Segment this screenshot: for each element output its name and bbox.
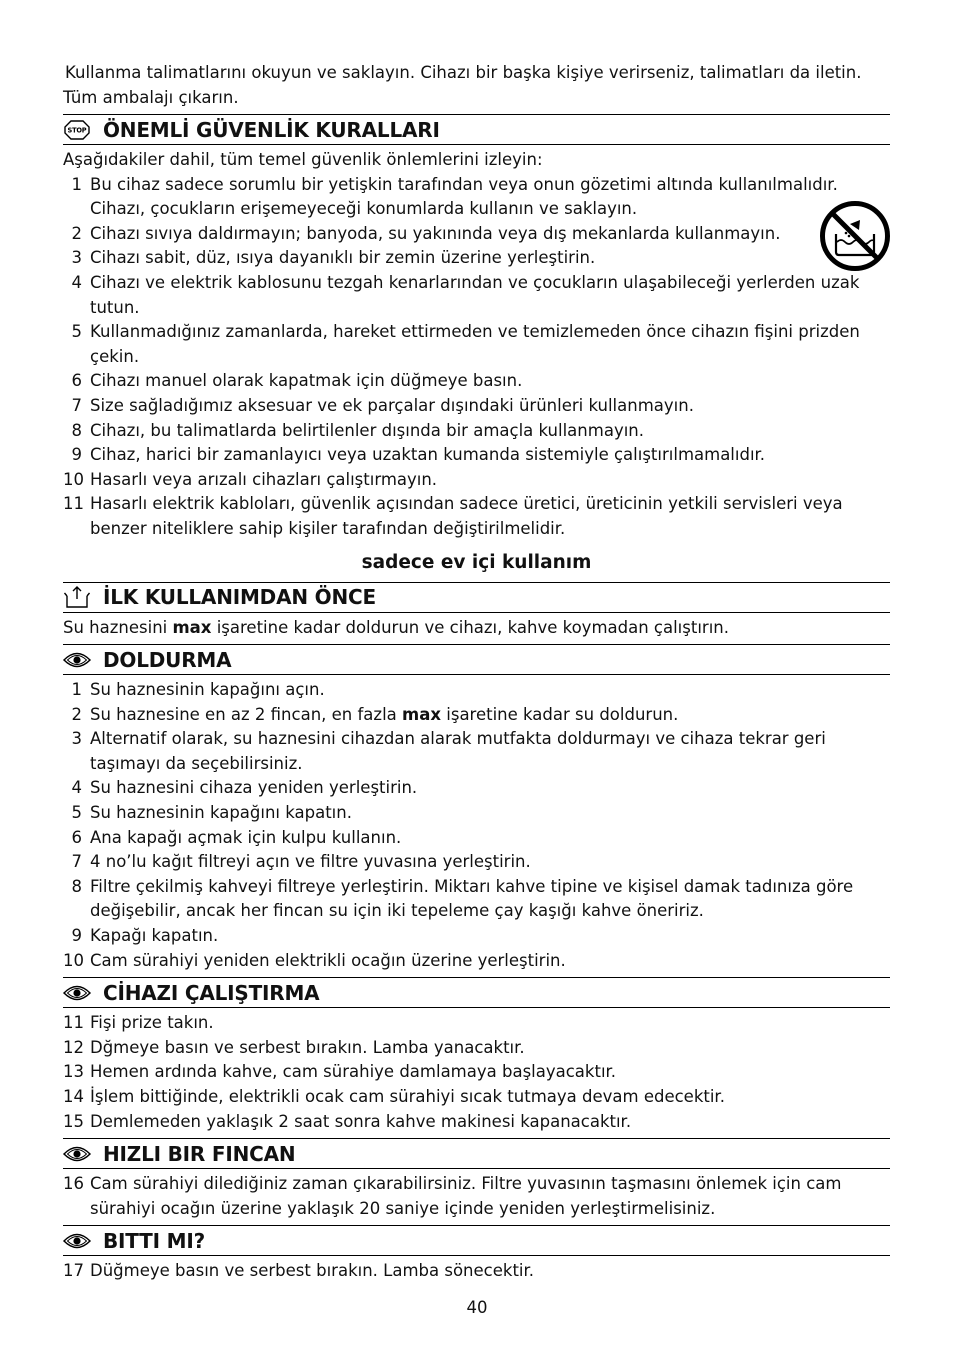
section-title: İLK KULLANIMDAN ÖNCE xyxy=(103,585,376,609)
intro xyxy=(63,60,890,110)
section-body-quick-cup xyxy=(63,1169,890,1225)
list-item: 6 Cihazı manuel olarak kapatmak için düğmeye basın. xyxy=(71,371,523,391)
list-item: 12 Dğmeye basın ve serbest bırakın. Lamba yanacaktır. xyxy=(63,1037,525,1057)
section-header-operating xyxy=(63,977,890,1008)
list-item: 11 Hasarlı elektrik kabloları, güvenlik açısından sadece üretici, üreticinin yetkili servisleri veya benzer niteliklere sahip kişiler tarafından değiştirilmelidir. xyxy=(63,494,843,538)
list-item: 14 İşlem bittiğinde, elektrikli ocak cam sürahiyi sıcak tutmaya devam edecektir. xyxy=(63,1087,725,1106)
list-item: 1 Bu cihaz sadece sorumlu bir yetişkin tarafından veya onun gözetimi altında kullanılmalıdır. Cihazı, çocukların erişemeyeceği konumlarda kullanın ve saklayın. xyxy=(71,174,838,219)
section-header-filling xyxy=(63,644,890,675)
list-item: 9 Kapağı kapatın. xyxy=(71,926,219,946)
list-item: 8 Filtre çekilmiş kahveyi filtreye yerleştirin. Miktarı kahve tipine ve kişisel damak tadınıza göre değişebilir, ancak her fincan su için iki tepeleme çay kaşığı kahve öneririz. xyxy=(71,876,854,921)
finished-list xyxy=(63,1259,890,1284)
list-item: 7 4 no’lu kağıt filtreyi açın ve filtre yuvasına yerleştirin. xyxy=(71,852,531,872)
list-item: 16 Cam sürahiyi dilediğiniz zaman çıkarabilirsiniz. Filtre yuvasının taşmasını önlemek için cam sürahiyi ocağın üzerine yaklaşık 20 saniye içinde yeniden yerleştirmelisiniz. xyxy=(63,1174,842,1218)
unpack-box-icon xyxy=(63,586,91,608)
list-item: 10 Cam sürahiyi yeniden elektrikli ocağın üzerine yerleştirin. xyxy=(63,950,566,970)
list-item: 2 Cihazı sıvıya daldırmayın; banyoda, su yakınında veya dış mekanlarda kullanmayın. xyxy=(71,223,781,243)
list-item: 13 Hemen ardında kahve, cam sürahiye damlamaya başlayacaktır. xyxy=(63,1062,617,1082)
list-item: 11 Fişi prize takın. xyxy=(63,1013,214,1033)
stop-icon xyxy=(63,119,91,141)
section-header-finished xyxy=(63,1225,890,1256)
section-body-before-first-use xyxy=(63,613,890,645)
list-item: 1 Su haznesinin kapağını açın. xyxy=(71,680,325,700)
list-item: 4 Cihazı ve elektrik kablosunu tezgah kenarlarından ve çocukların ulaşabileceği yerlerden uzak tutun. xyxy=(71,272,860,317)
list-item: 5 Kullanmadığınız zamanlarda, hareket ettirmeden ve temizlemeden önce cihazın fişini prizden çekin. xyxy=(71,322,860,366)
list-item: 9 Cihaz, harici bir zamanlayıcı veya uzaktan kumanda sistemiyle çalıştırılmamalıdır. xyxy=(71,445,766,465)
safety-list xyxy=(63,173,890,542)
eye-icon xyxy=(63,982,91,1004)
list-item: 8 Cihazı, bu talimatlarda belirtilenler dışında bir amaçla kullanmayın. xyxy=(71,420,644,440)
operating-list xyxy=(63,1011,890,1134)
list-item: 3 Alternatif olarak, su haznesini cihazdan alarak mutfakta doldurmayı ve cihaza tekrar geri taşımayı da seçebilirsiniz. xyxy=(71,729,826,773)
list-item: 4 Su haznesini cihaza yeniden yerleştirin. xyxy=(71,778,418,798)
eye-icon xyxy=(63,1143,91,1165)
eye-icon xyxy=(63,649,91,671)
section-header-before-first-use xyxy=(63,582,890,613)
list-item: 17 Düğmeye basın ve serbest bırakın. Lamba sönecektir. xyxy=(63,1261,535,1281)
section-header-safety xyxy=(63,114,890,145)
list-item: 2 Su haznesine en az 2 fincan, en fazla max işaretine kadar su doldurun. xyxy=(71,704,679,724)
list-item: 5 Su haznesinin kapağını kapatın. xyxy=(71,803,352,823)
list-item: 10 Hasarlı veya arızalı cihazları çalıştırmayın. xyxy=(63,469,438,489)
eye-icon xyxy=(63,1230,91,1252)
section-title: BITTI MI? xyxy=(103,1228,205,1253)
section-title: HIZLI BIR FINCAN xyxy=(103,1141,296,1166)
filling-list xyxy=(63,678,890,973)
quick-cup-list xyxy=(63,1172,890,1221)
list-item: 6 Ana kapağı açmak için kulpu kullanın. xyxy=(71,827,402,847)
section-title: CİHAZI ÇALIŞTIRMA xyxy=(103,980,320,1005)
list-item: 15 Demlemeden yaklaşık 2 saat sonra kahve makinesi kapanacaktır. xyxy=(63,1111,632,1131)
section-title: DOLDURMA xyxy=(103,647,232,672)
list-item: 3 Cihazı sabit, düz, ısıya dayanıklı bir zemin üzerine yerleştirin. xyxy=(71,248,596,268)
paragraph: Su haznesini max işaretine kadar doldurun ve cihazı, kahve koymadan çalıştırın. xyxy=(63,617,729,637)
list-item: 7 Size sağladığımız aksesuar ve ek parçalar dışındaki ürünleri kullanmayın. xyxy=(71,395,694,415)
instruction-page xyxy=(63,60,890,1288)
section-lead: Aşağıdakiler dahil, tüm temel güvenlik önlemlerini izleyin: xyxy=(63,150,543,169)
section-title: ÖNEMLİ GÜVENLİK KURALLARI xyxy=(103,117,440,142)
section-body-filling xyxy=(63,675,890,977)
section-body-operating xyxy=(63,1008,890,1138)
household-use-note: sadece ev içi kullanım xyxy=(361,551,592,573)
intro-line: Kullanma talimatlarını okuyun ve saklayın. Cihazı bir başka kişiye verirseniz, talimatları da iletin. xyxy=(65,63,862,82)
section-header-quick-cup xyxy=(63,1138,890,1169)
no-water-immersion-icon xyxy=(819,200,891,272)
section-body-finished xyxy=(63,1256,890,1288)
intro-line: Tüm ambalajı çıkarın. xyxy=(63,88,239,107)
stop-icon-text: STOP xyxy=(67,126,87,135)
section-body-safety xyxy=(63,145,890,546)
page-number: 40 xyxy=(466,1298,488,1317)
